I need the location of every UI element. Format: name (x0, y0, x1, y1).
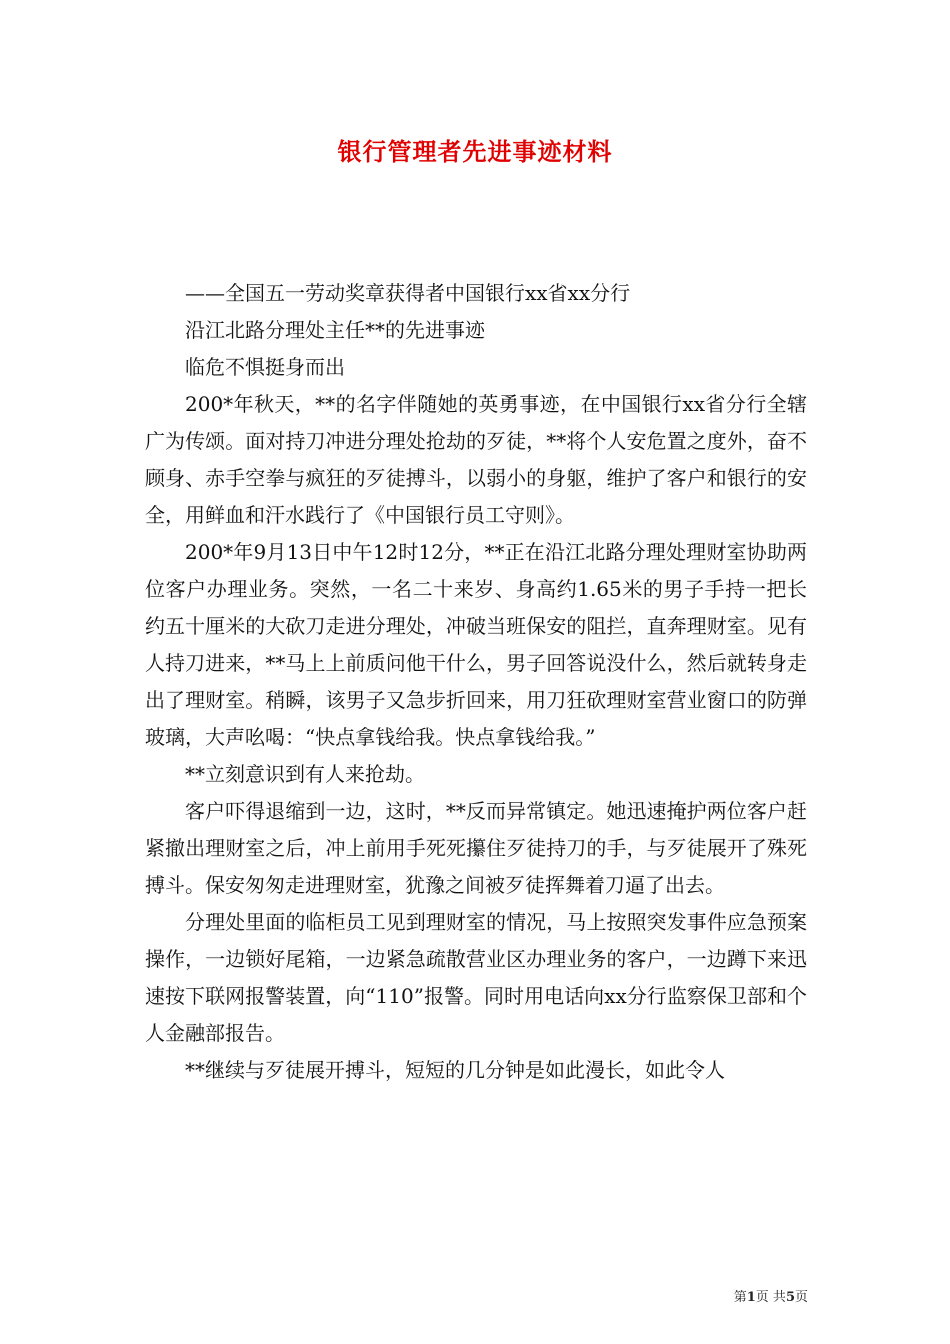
page-number-footer (0, 1286, 808, 1305)
paragraph: **立刻意识到有人来抢劫。 (185, 762, 425, 786)
subtitle-line-1: ——全国五一劳动奖章获得者中国银行xx省xx分行 (185, 281, 631, 305)
document-body (145, 275, 807, 1089)
footer-middle: 页 共 (755, 1290, 786, 1305)
current-page-number: 1 (746, 1290, 756, 1305)
paragraph: 客户吓得退缩到一边，这时，**反而异常镇定。她迅速掩护两位客户赶紧撤出理财室之后，冲上前用手死死攥住歹徒持刀的手，与歹徒展开了殊死搏斗。保安匆匆走进理财室，犹豫之间被歹徒挥舞着刀逼了出去。 (145, 799, 807, 897)
footer-suffix: 页 (794, 1290, 808, 1305)
footer-prefix: 第 (733, 1290, 747, 1305)
section-heading: 临危不惧挺身而出 (185, 355, 345, 379)
paragraph: 200*年秋天，**的名字伴随她的英勇事迹，在中国银行xx省分行全辖广为传颂。面对持刀冲进分理处抢劫的歹徒，**将个人安危置之度外，奋不顾身、赤手空拳与疯狂的歹徒搏斗，以弱小的身躯，维护了客户和银行的安全，用鲜血和汗水践行了《中国银行员工守则》。 (145, 392, 807, 527)
paragraph: **继续与歹徒展开搏斗，短短的几分钟是如此漫长，如此令人 (185, 1058, 725, 1082)
total-page-count: 5 (785, 1290, 795, 1305)
subtitle-line-2: 沿江北路分理处主任**的先进事迹 (185, 318, 485, 342)
document-title: 银行管理者先进事迹材料 (337, 137, 613, 166)
paragraph: 200*年9月13日中午12时12分，**正在沿江北路分理处理财室协助两位客户办理业务。突然，一名二十来岁、身高约1.65米的男子手持一把长约五十厘米的大砍刀走进分理处，冲破当班保安的阻拦，直奔理财室。见有人持刀进来，**马上上前质问他干什么，男子回答说没什么，然后就转身走出了理财室。稍瞬，该男子又急步折回来，用刀狂砍理财室营业窗口的防弹玻璃，大声吆喝：“快点拿钱给我。快点拿钱给我。” (145, 540, 807, 749)
paragraph: 分理处里面的临柜员工见到理财室的情况，马上按照突发事件应急预案操作，一边锁好尾箱，一边紧急疏散营业区办理业务的客户，一边蹲下来迅速按下联网报警装置，向“110”报警。同时用电话向xx分行监察保卫部和个人金融部报告。 (145, 910, 807, 1045)
